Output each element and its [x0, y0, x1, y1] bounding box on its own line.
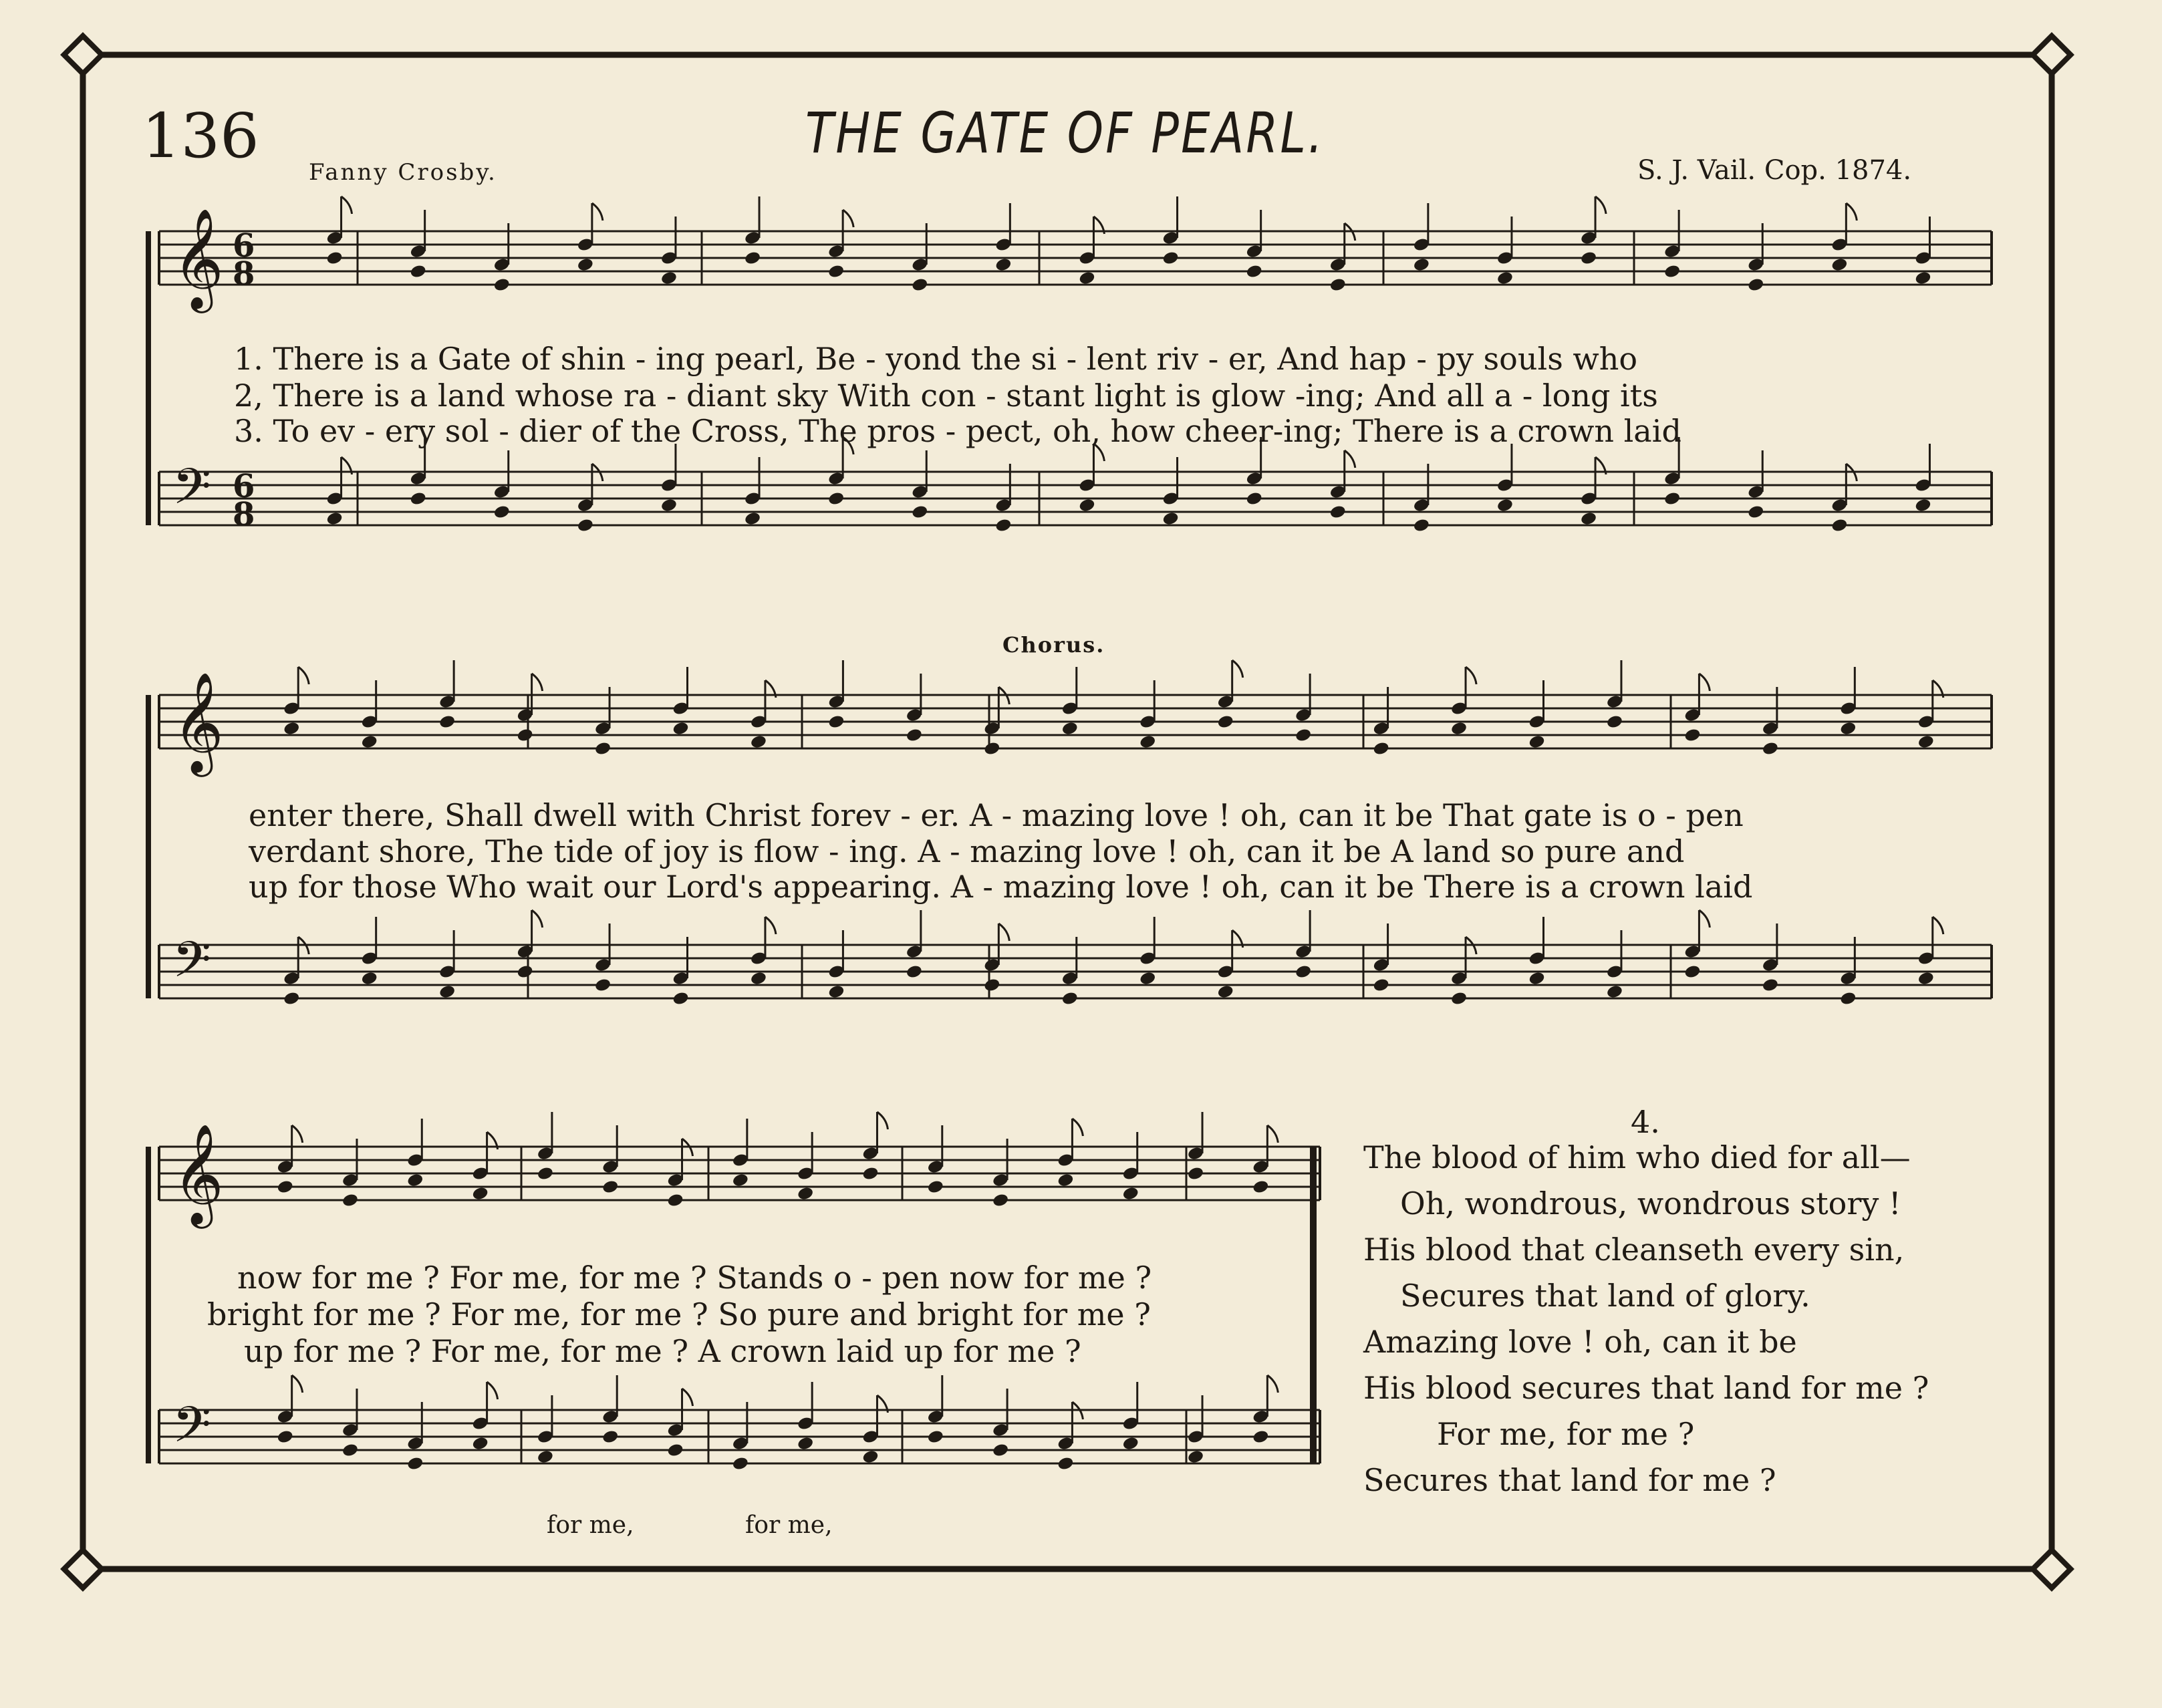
author-credit: Fanny Crosby. — [309, 159, 497, 186]
note-icon — [1496, 444, 1514, 513]
lyric-line: now for me ? For me, for me ? Stands o - pen now for me ? — [237, 1260, 1152, 1296]
note-icon — [1496, 217, 1514, 285]
note-icon — [1122, 1382, 1139, 1451]
time-signature: 8 — [233, 496, 255, 533]
note-icon — [1162, 457, 1179, 526]
lyric-line: bright for me ? For me, for me ? So pure and bright for me ? — [207, 1296, 1151, 1332]
note-icon — [406, 1119, 424, 1187]
time-signature: 6 — [233, 468, 255, 505]
lyric-line: 1. There is a Gate of shin - ing pearl, Be - yond the si - lent riv - er, And hap - py souls who — [234, 341, 1638, 377]
hymn-title: THE GATE OF PEARL. — [805, 100, 1325, 166]
note-icon — [1528, 680, 1545, 749]
note-icon — [1078, 444, 1104, 513]
note-icon — [1122, 1132, 1139, 1201]
note-icon — [744, 457, 761, 526]
note-icon — [1606, 930, 1623, 999]
note-icon — [1187, 1395, 1204, 1464]
time-signature: 8 — [233, 255, 255, 293]
note-icon — [1839, 667, 1857, 736]
note-icon — [1078, 217, 1104, 285]
note-icon — [1057, 1119, 1083, 1187]
lyric-line: 3. To ev - ery sol - dier of the Cross, The pros - pect, oh, how cheer-ing; There is a crown laid — [234, 413, 1681, 449]
bass-word: for me, — [547, 1512, 634, 1539]
note-icon — [1061, 667, 1079, 736]
note-icon — [861, 1395, 888, 1464]
note-icon — [1914, 217, 1931, 285]
bass-word: for me, — [745, 1512, 833, 1539]
treble-clef-icon: 𝄞 — [172, 671, 224, 772]
lyric-line: verdant shore, The tide of joy is flow - ing. A - mazing love ! oh, can it be A land so pure and — [249, 833, 1685, 869]
note-icon — [472, 1132, 498, 1201]
page-number: 136 — [142, 100, 259, 172]
note-icon — [660, 444, 678, 513]
composer-credit: S. J. Vail. Cop. 1874. — [1637, 155, 1912, 186]
treble-staff — [159, 1147, 1320, 1200]
verse-line: Oh, wondrous, wondrous story ! — [1400, 1185, 1901, 1222]
lyric-line: 2, There is a land whose ra - diant sky With con - stant light is glow -ing; And all a - long its — [234, 378, 1658, 414]
note-icon — [660, 217, 678, 285]
note-icon — [750, 680, 776, 749]
note-icon — [1580, 457, 1606, 526]
lyric-line: up for me ? For me, for me ? A crown laid up for me ? — [244, 1333, 1081, 1369]
lyric-line: enter there, Shall dwell with Christ forev - er. A - mazing love ! oh, can it be That gate is o - pen — [249, 797, 1744, 833]
note-icon — [1917, 917, 1943, 986]
note-icon — [672, 667, 689, 736]
verse-line: The blood of him who died for all— — [1363, 1139, 1911, 1175]
note-icon — [283, 667, 309, 736]
note-icon — [1217, 930, 1243, 999]
note-icon — [797, 1132, 814, 1201]
note-icon — [1528, 917, 1545, 986]
bass-clef-icon: 𝄢 — [172, 1396, 211, 1466]
bass-staff — [159, 472, 1992, 525]
note-icon — [1139, 680, 1156, 749]
note-icon — [750, 917, 776, 986]
note-icon — [1413, 203, 1430, 272]
note-icon — [1914, 444, 1931, 513]
verse-line: His blood that cleanseth every sin, — [1363, 1232, 1905, 1268]
verse-number: 4. — [1631, 1104, 1660, 1140]
verse-line: Amazing love ! oh, can it be — [1363, 1324, 1797, 1360]
note-icon — [438, 930, 456, 999]
note-icon — [361, 680, 378, 749]
verse-line: His blood secures that land for me ? — [1363, 1370, 1929, 1406]
note-icon — [361, 917, 378, 986]
treble-staff — [159, 231, 1992, 285]
note-icon — [1139, 917, 1156, 986]
verse-line: Secures that land of glory. — [1400, 1278, 1810, 1314]
verse-line: For me, for me ? — [1437, 1416, 1695, 1452]
note-icon — [827, 930, 845, 999]
note-icon — [797, 1382, 814, 1451]
note-icon — [1450, 667, 1476, 736]
bass-clef-icon: 𝄢 — [172, 458, 211, 528]
bass-staff — [159, 1410, 1320, 1463]
note-icon — [1831, 203, 1857, 272]
note-icon — [994, 203, 1012, 272]
verse-line: Secures that land for me ? — [1363, 1462, 1776, 1498]
note-icon — [1917, 680, 1943, 749]
note-icon — [732, 1119, 749, 1187]
treble-clef-icon: 𝄞 — [172, 1123, 224, 1224]
note-icon — [472, 1382, 498, 1451]
lyric-line: up for those Who wait our Lord's appearing. A - mazing love ! oh, can it be There is a crown laid — [249, 869, 1753, 905]
bass-clef-icon: 𝄢 — [172, 931, 211, 1001]
note-icon — [325, 457, 352, 526]
treble-clef-icon: 𝄞 — [172, 207, 224, 309]
note-icon — [537, 1395, 554, 1464]
time-signature: 6 — [233, 227, 255, 265]
chorus-label: Chorus. — [1002, 632, 1105, 658]
bass-staff — [159, 945, 1992, 998]
treble-staff — [159, 695, 1992, 748]
note-icon — [577, 203, 603, 272]
